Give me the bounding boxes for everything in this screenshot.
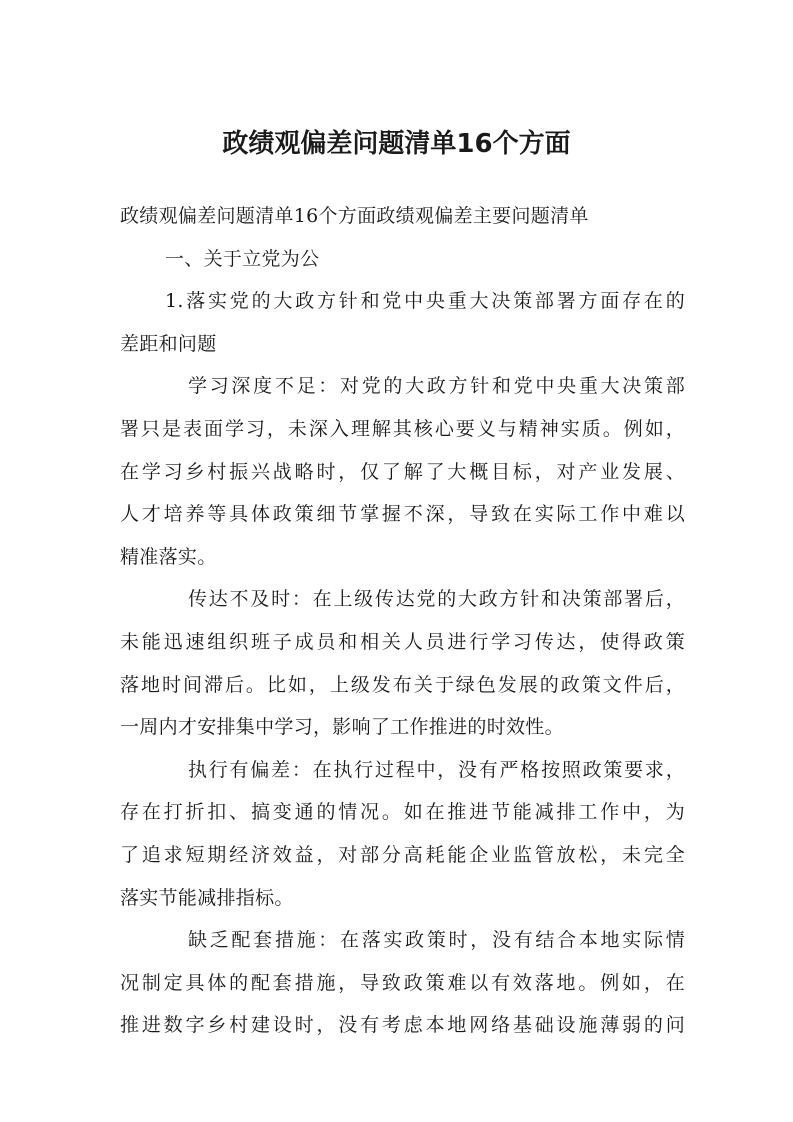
- paragraph-line: 推进数字乡村建设时，没有考虑本地网络基础设施薄弱的问: [120, 1014, 685, 1037]
- paragraph-line: 署只是表面学习，未深入理解其核心要义与精神实质。例如，: [120, 417, 685, 440]
- paragraph-line: 人才培养等具体政策细节掌握不深，导致在实际工作中难以: [120, 503, 685, 526]
- paragraph-line: 落地时间滞后。比如，上级发布关于绿色发展的政策文件后，: [120, 673, 685, 696]
- paragraph-line: 落实节能减排指标。: [120, 886, 294, 909]
- paragraph-line: 未能迅速组织班子成员和相关人员进行学习传达，使得政策: [120, 630, 685, 653]
- paragraph-line: 况制定具体的配套措施，导致政策难以有效落地。例如，在: [120, 971, 685, 994]
- section-heading: 一、关于立党为公: [165, 247, 320, 270]
- body-line: 政绩观偏差问题清单16个方面政绩观偏差主要问题清单: [120, 205, 589, 227]
- document-body: [120, 195, 685, 1047]
- paragraph-line: 精准落实。: [120, 545, 217, 568]
- paragraph-line: 在学习乡村振兴战略时，仅了解了大概目标，对产业发展、: [120, 460, 685, 483]
- paragraph-line: 传达不及时：在上级传达党的大政方针和决策部署后，: [188, 588, 685, 611]
- paragraph-line: 存在打折扣、搞变通的情况。如在推进节能减排工作中，为: [120, 801, 685, 824]
- subsection-heading: 差距和问题: [120, 332, 217, 355]
- paragraph-line: 缺乏配套措施：在落实政策时，没有结合本地实际情: [188, 929, 685, 952]
- document-title: 政绩观偏差问题清单16个方面: [222, 129, 571, 159]
- subsection-heading: 1.落实党的大政方针和党中央重大决策部署方面存在的: [165, 290, 685, 313]
- paragraph-line: 执行有偏差：在执行过程中，没有严格按照政策要求，: [188, 758, 685, 781]
- paragraph-line: 了追求短期经济效益，对部分高耗能企业监管放松，未完全: [120, 843, 685, 866]
- paragraph-line: 学习深度不足：对党的大政方针和党中央重大决策部: [188, 375, 685, 398]
- paragraph-line: 一周内才安排集中学习，影响了工作推进的时效性。: [120, 716, 564, 739]
